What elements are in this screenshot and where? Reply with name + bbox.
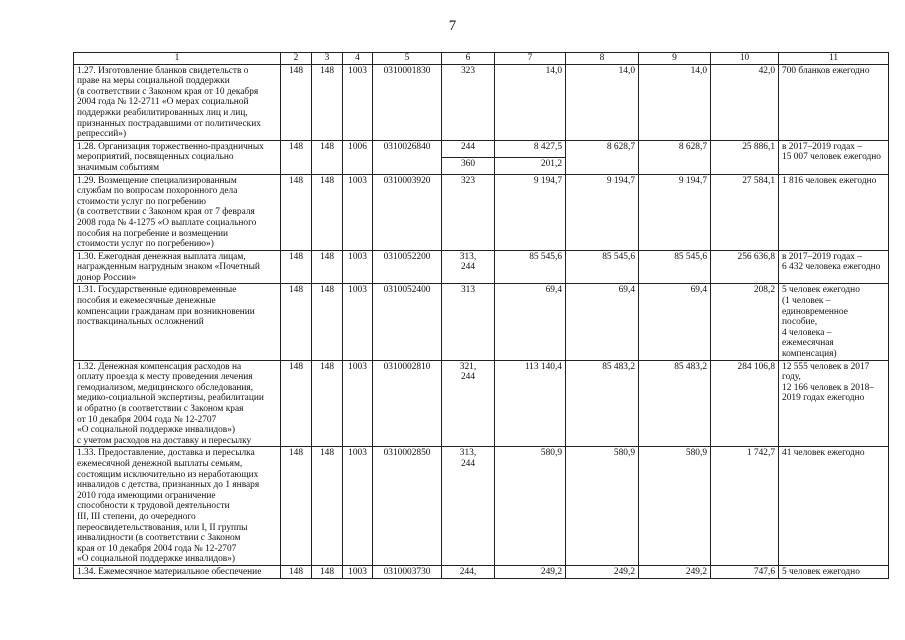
amount-cell: 256 636,8 [711,250,779,284]
table-row [74,360,889,447]
code-cell: 244, [442,565,495,578]
page-number: 7 [448,18,457,34]
item-name: 1.34. Ежемесячное материальное обеспечение [74,565,281,578]
header-cell: 11 [779,53,889,65]
code-cell: 323 [442,174,495,250]
code-cell: 313 [442,284,495,360]
table-row [74,447,889,566]
code-cell: 0310052400 [373,284,442,360]
result-cell: 1 816 человек ежегодно [779,174,889,250]
amount-cell: 85 483,2 [566,360,639,447]
amount-cell: 85 545,6 [495,250,566,284]
amount-cell: 208,2 [711,284,779,360]
amount-cell: 201,2 [495,157,566,174]
code-cell: 1003 [343,565,373,578]
result-cell: 12 555 человек в 2017 году, 12 166 человек в 2018– 2019 годах ежегодно [779,360,889,447]
item-name: 1.31. Государственные единовременные пособия и ежемесячные денежные компенсации гражданам при возникновении поствакцинальных осложнений [74,284,281,360]
code-cell: 148 [312,360,343,447]
code-cell: 148 [312,64,343,140]
header-row [74,53,889,65]
code-cell: 0310001830 [373,64,442,140]
code-cell: 1003 [343,250,373,284]
amount-cell: 8 427,5 [495,140,566,157]
code-cell: 1003 [343,174,373,250]
amount-cell: 113 140,4 [495,360,566,447]
result-cell: в 2017–2019 годах – 15 007 человек ежегодно [779,140,889,174]
amount-cell: 69,4 [566,284,639,360]
code-cell: 360 [442,157,495,174]
amount-cell: 580,9 [495,447,566,566]
result-cell: 5 человек ежегодно [779,565,889,578]
amount-cell: 580,9 [566,447,639,566]
amount-cell: 9 194,7 [566,174,639,250]
code-cell: 148 [312,447,343,566]
header-cell: 5 [373,53,442,65]
table-row [74,284,889,360]
code-cell: 148 [281,284,312,360]
header-cell: 7 [495,53,566,65]
code-cell: 148 [312,250,343,284]
code-cell: 1006 [343,140,373,174]
header-cell: 1 [74,53,281,65]
code-cell: 148 [281,447,312,566]
code-cell: 148 [312,174,343,250]
header-cell: 10 [711,53,779,65]
item-name: 1.32. Денежная компенсация расходов на оплату проезда к месту проведения лечения гемодиализом, медицинского обследования, медико-социальной экспертизы, реабилитации и обратно (в соответствии с Законом края от 10 декабря 2004 года № 12-2707 «О социальной поддержке инвалидов») с учетом расходов на доставку и пересылку [74,360,281,447]
amount-cell: 14,0 [639,64,711,140]
code-cell: 0310003920 [373,174,442,250]
amount-cell: 85 545,6 [566,250,639,284]
code-cell: 1003 [343,64,373,140]
amount-cell: 8 628,7 [566,140,639,174]
amount-cell: 8 628,7 [639,140,711,174]
code-cell: 313, 244 [442,447,495,566]
code-cell: 148 [281,565,312,578]
item-name: 1.28. Организация торжественно-праздничных мероприятий, посвященных социально значимым событиям [74,140,281,174]
table-row [74,565,889,578]
amount-cell: 249,2 [639,565,711,578]
amount-cell: 1 742,7 [711,447,779,566]
code-cell: 148 [312,140,343,174]
item-name: 1.33. Предоставление, доставка и пересылка ежемесячной денежной выплаты семьям, состоящим исключительно из неработающих инвалидов с детства, признанных до 1 января 2010 года имеющими ограничение способности к трудовой деятельности III, III степени, до очередного переосвидетельствования, или I, II группы инвалидности (в соответствии с Законом края от 10 декабря 2004 года № 12-2707 «О социальной поддержке инвалидов») [74,447,281,566]
code-cell: 321, 244 [442,360,495,447]
code-cell: 1003 [343,284,373,360]
code-cell: 323 [442,64,495,140]
result-cell: 41 человек ежегодно [779,447,889,566]
item-name: 1.27. Изготовление бланков свидетельств о праве на меры социальной поддержки (в соответствии с Законом края от 10 декабря 2004 года № 12-2711 «О мерах социальной поддержки реабилитированных лиц и лиц, признанных пострадавшими от политических репрессий») [74,64,281,140]
budget-table [73,52,889,579]
amount-cell: 9 194,7 [495,174,566,250]
table-row [74,64,889,140]
code-cell: 244 [442,140,495,157]
amount-cell: 27 584,1 [711,174,779,250]
code-cell: 0310002850 [373,447,442,566]
result-cell: в 2017–2019 годах – 6 432 человека ежегодно [779,250,889,284]
code-cell: 148 [281,64,312,140]
item-name: 1.29. Возмещение специализированным службам по вопросам похоронного дела стоимости услуг по погребению (в соответствии с Законом края от 7 февраля 2008 года № 4-1275 «О выплате социального пособия на погребение и возмещении стоимости услуг по погребению») [74,174,281,250]
code-cell: 1003 [343,447,373,566]
amount-cell: 14,0 [495,64,566,140]
header-cell: 3 [312,53,343,65]
code-cell: 148 [281,360,312,447]
code-cell: 0310052200 [373,250,442,284]
header-cell: 2 [281,53,312,65]
amount-cell: 25 886,1 [711,140,779,174]
header-cell: 4 [343,53,373,65]
code-cell: 0310026840 [373,140,442,174]
amount-cell: 14,0 [566,64,639,140]
code-cell: 148 [281,174,312,250]
amount-cell: 249,2 [566,565,639,578]
result-cell: 5 человек ежегодно (1 человек – единовременное пособие, 4 человека – ежемесячная компенсация) [779,284,889,360]
header-cell: 6 [442,53,495,65]
code-cell: 1003 [343,360,373,447]
amount-cell: 85 483,2 [639,360,711,447]
header-cell: 9 [639,53,711,65]
amount-cell: 284 106,8 [711,360,779,447]
amount-cell: 249,2 [495,565,566,578]
code-cell: 0310003730 [373,565,442,578]
amount-cell: 69,4 [639,284,711,360]
code-cell: 148 [312,565,343,578]
header-cell: 8 [566,53,639,65]
code-cell: 148 [281,250,312,284]
result-cell: 700 бланков ежегодно [779,64,889,140]
code-cell: 0310002810 [373,360,442,447]
code-cell: 148 [281,140,312,174]
item-name: 1.30. Ежегодная денежная выплата лицам, награжденным нагрудным знаком «Почетный донор России» [74,250,281,284]
table-row [74,250,889,284]
code-cell: 148 [312,284,343,360]
amount-cell: 42,0 [711,64,779,140]
code-cell: 313, 244 [442,250,495,284]
amount-cell: 69,4 [495,284,566,360]
table-row [74,174,889,250]
amount-cell: 9 194,7 [639,174,711,250]
table-row [74,140,889,157]
amount-cell: 747,6 [711,565,779,578]
amount-cell: 580,9 [639,447,711,566]
amount-cell: 85 545,6 [639,250,711,284]
